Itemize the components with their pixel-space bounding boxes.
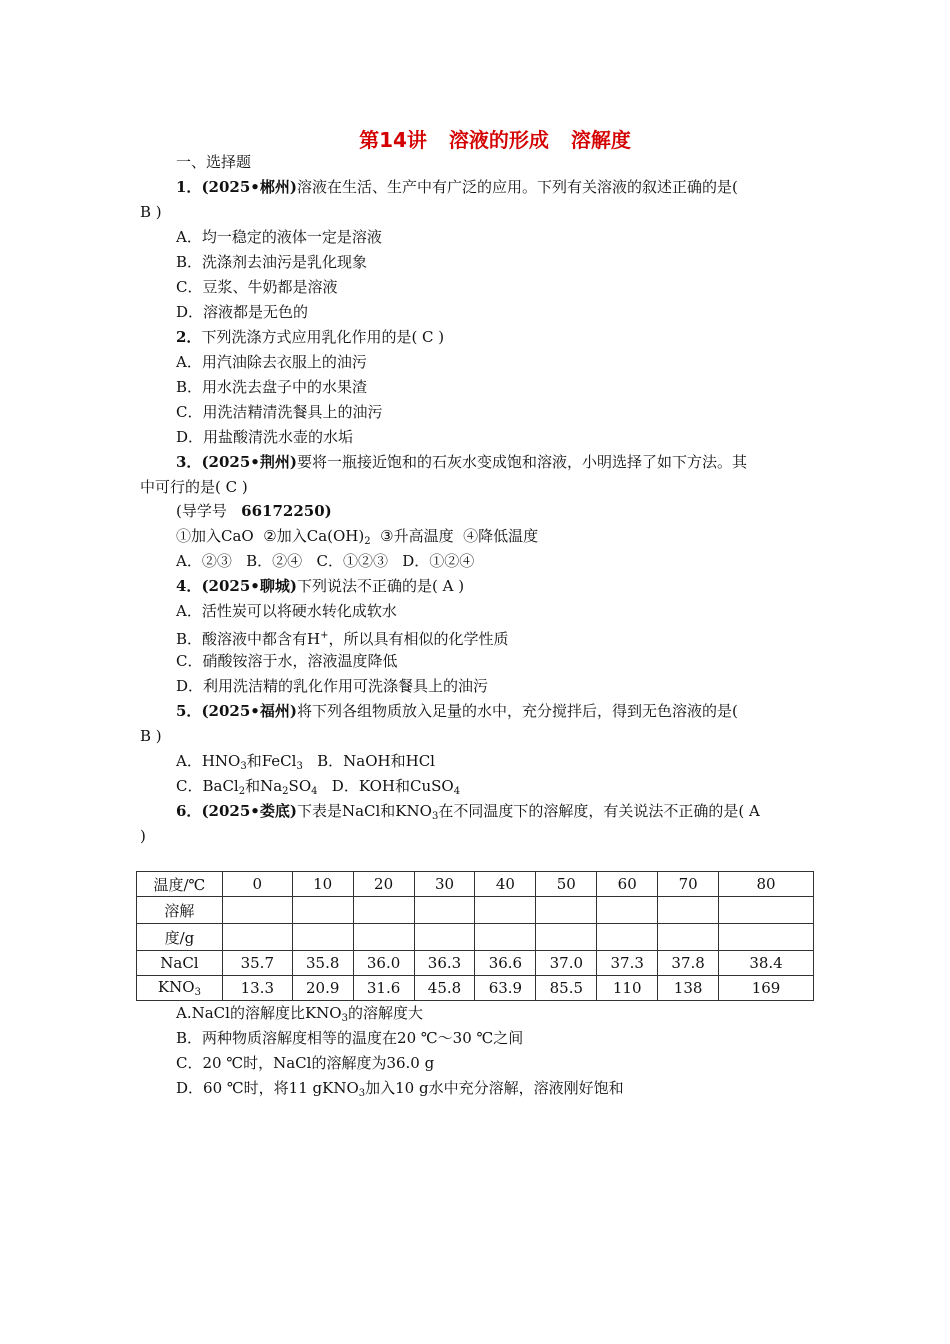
q4-option-c: C．硝酸铵溶于水，溶液温度降低 <box>176 652 398 670</box>
page-title <box>0 124 950 153</box>
q6-option-b: B．两种物质溶解度相等的温度在20 ℃～30 ℃之间 <box>176 1029 524 1047</box>
q2-option-b: B．用水洗去盘子中的水果渣 <box>176 378 368 396</box>
question-2: 2．下列洗涤方式应用乳化作用的是( C ) <box>176 328 445 346</box>
section-heading: 一、选择题 <box>176 153 252 171</box>
table-header-solubility-unit: 度/g <box>137 924 223 951</box>
question-5: 5．(2025•福州)将下列各组物质放入足量的水中，充分搅拌后，得到无色溶液的是( <box>176 702 738 720</box>
table-row-kno3: $KNO_3$ 13.3 20.9 31.6 45.8 63.9 85.5 110 138 169 <box>137 976 814 1001</box>
q6-option-c: C．20 ℃时，NaCl的溶解度为36.0 g <box>176 1054 435 1072</box>
title-lecture: 第14讲 <box>359 128 427 152</box>
q2-option-a: A．用汽油除去衣服上的油污 <box>176 353 367 371</box>
q6-option-d: D．60 ℃时，将11 gKNO$_3$加入10 g水中充分溶解，溶液刚好饱和 <box>176 1079 624 1099</box>
table-label-kno3: $KNO_3$ <box>137 976 223 1001</box>
question-5-cont: B ) <box>140 727 162 745</box>
question-6-cont: ) <box>140 827 146 845</box>
q5-options-ab: A．$HNO_3$和FeCl$_3$ B．NaOH和HCl <box>176 752 435 772</box>
table-header-temperature: 温度/℃ <box>137 872 223 897</box>
solubility-table <box>136 871 814 1001</box>
table-row-solubility-label-2 <box>137 924 814 951</box>
q2-option-c: C．用洗洁精清洗餐具上的油污 <box>176 403 383 421</box>
question-3: 3．(2025•荆州)要将一瓶接近饱和的石灰水变成饱和溶液，小明选择了如下方法。其 <box>176 453 747 471</box>
table-row-solubility-label-1 <box>137 897 814 924</box>
title-topic-1: 溶液的形成 <box>448 128 549 152</box>
q1-option-a: A．均一稳定的液体一定是溶液 <box>176 228 382 246</box>
q4-option-a: A．活性炭可以将硬水转化成软水 <box>176 602 397 620</box>
table-row-temperature: 温度/℃ 0 10 20 30 40 50 60 70 80 <box>137 872 814 897</box>
q4-option-b: B．酸溶液中都含有H+，所以具有相似的化学性质 <box>176 630 509 648</box>
q4-option-d: D．利用洗洁精的乳化作用可洗涤餐具上的油污 <box>176 677 489 695</box>
table-row-nacl: NaCl 35.7 35.8 36.0 36.3 36.6 37.0 37.3 37.8 38.4 <box>137 951 814 976</box>
question-1: 1．(2025•郴州)溶液在生活、生产中有广泛的应用。下列有关溶液的叙述正确的是( <box>176 178 738 196</box>
q2-option-d: D．用盐酸清洗水壶的水垢 <box>176 428 354 446</box>
q1-option-d: D．溶液都是无色的 <box>176 303 309 321</box>
question-6: 6．(2025•娄底)下表是NaCl和$KNO_3$在不同温度下的溶解度，有关说法不正确的是( A <box>176 802 760 822</box>
title-topic-2: 溶解度 <box>570 128 631 152</box>
q5-options-cd: C．BaCl$_2$和$Na_2SO_4$ D．KOH和CuSO$_4$ <box>176 777 461 797</box>
q3-choices: ①加入CaO ②加入$Ca(OH)_2$ ③升高温度 ④降低温度 <box>176 527 539 547</box>
q1-option-c: C．豆浆、牛奶都是溶液 <box>176 278 338 296</box>
q6-option-a: A.NaCl的溶解度比$KNO_3$的溶解度大 <box>176 1004 423 1024</box>
q1-option-b: B．洗涤剂去油污是乳化现象 <box>176 253 368 271</box>
table-header-solubility: 溶解 <box>137 897 223 924</box>
question-1-cont: B ) <box>140 203 162 221</box>
q3-options: A．②③ B．②④ C．①②③ D．①②④ <box>176 552 475 570</box>
table-label-nacl: NaCl <box>137 951 223 976</box>
question-3-cont: 中可行的是( C ) <box>140 478 248 496</box>
q3-guide-number: (导学号 66172250) <box>176 502 332 520</box>
question-4: 4．(2025•聊城)下列说法不正确的是( A ) <box>176 577 465 595</box>
